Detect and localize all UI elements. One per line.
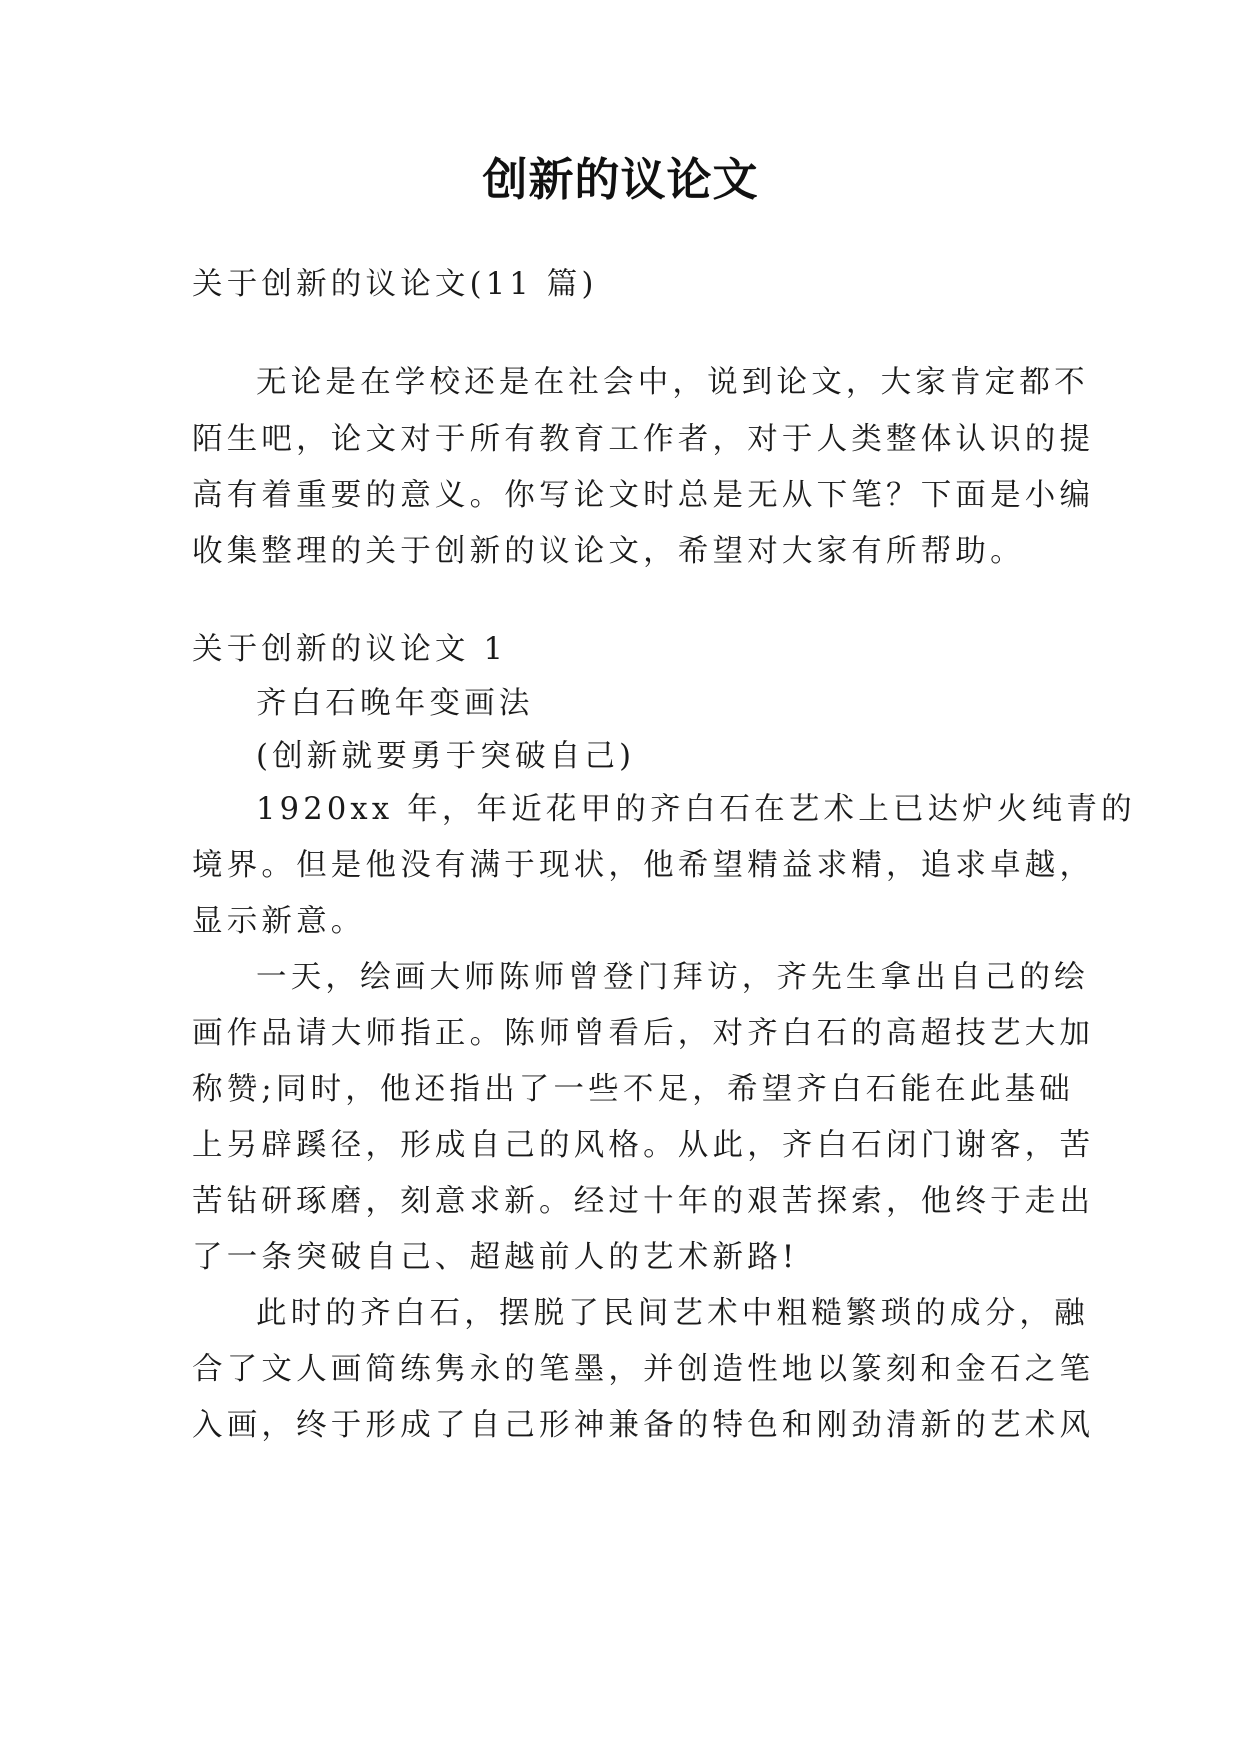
paragraph-line: 合了文人画简练隽永的笔墨，并创造性地以篆刻和金石之笔 bbox=[192, 1352, 1095, 1387]
article-title: 齐白石晚年变画法 bbox=[256, 686, 534, 721]
paragraph-line: 苦钻研琢磨，刻意求新。经过十年的艰苦探索，他终于走出 bbox=[192, 1184, 1095, 1219]
section-heading: 关于创新的议论文 1 bbox=[192, 632, 508, 667]
paragraph-line: 入画，终于形成了自己形神兼备的特色和刚劲清新的艺术风 bbox=[192, 1408, 1095, 1443]
document-subtitle: 关于创新的议论文(11 篇) bbox=[192, 267, 598, 302]
paragraph-line: 1920xx 年，年近花甲的齐白石在艺术上已达炉火纯青的 bbox=[256, 792, 1136, 827]
paragraph-line: 境界。但是他没有满于现状，他希望精益求精，追求卓越， bbox=[192, 848, 1095, 883]
paragraph-line: 称赞;同时，他还指出了一些不足，希望齐白石能在此基础 bbox=[192, 1072, 1074, 1107]
intro-line: 无论是在学校还是在社会中，说到论文，大家肯定都不 bbox=[256, 365, 1089, 400]
paragraph-line: 上另辟蹊径，形成自己的风格。从此，齐白石闭门谢客，苦 bbox=[192, 1128, 1095, 1163]
document-title: 创新的议论文 bbox=[482, 153, 759, 206]
article-subtitle: (创新就要勇于突破自己) bbox=[256, 739, 636, 774]
paragraph-line: 显示新意。 bbox=[192, 904, 366, 939]
paragraph-line: 此时的齐白石，摆脱了民间艺术中粗糙繁琐的成分，融 bbox=[256, 1296, 1089, 1331]
intro-line: 陌生吧，论文对于所有教育工作者，对于人类整体认识的提 bbox=[192, 422, 1095, 457]
paragraph-line: 一天，绘画大师陈师曾登门拜访，齐先生拿出自己的绘 bbox=[256, 960, 1089, 995]
intro-line: 收集整理的关于创新的议论文，希望对大家有所帮助。 bbox=[192, 534, 1025, 569]
intro-line: 高有着重要的意义。你写论文时总是无从下笔？下面是小编 bbox=[192, 478, 1095, 513]
paragraph-line: 了一条突破自己、超越前人的艺术新路! bbox=[192, 1240, 799, 1275]
paragraph-line: 画作品请大师指正。陈师曾看后，对齐白石的高超技艺大加 bbox=[192, 1016, 1095, 1051]
